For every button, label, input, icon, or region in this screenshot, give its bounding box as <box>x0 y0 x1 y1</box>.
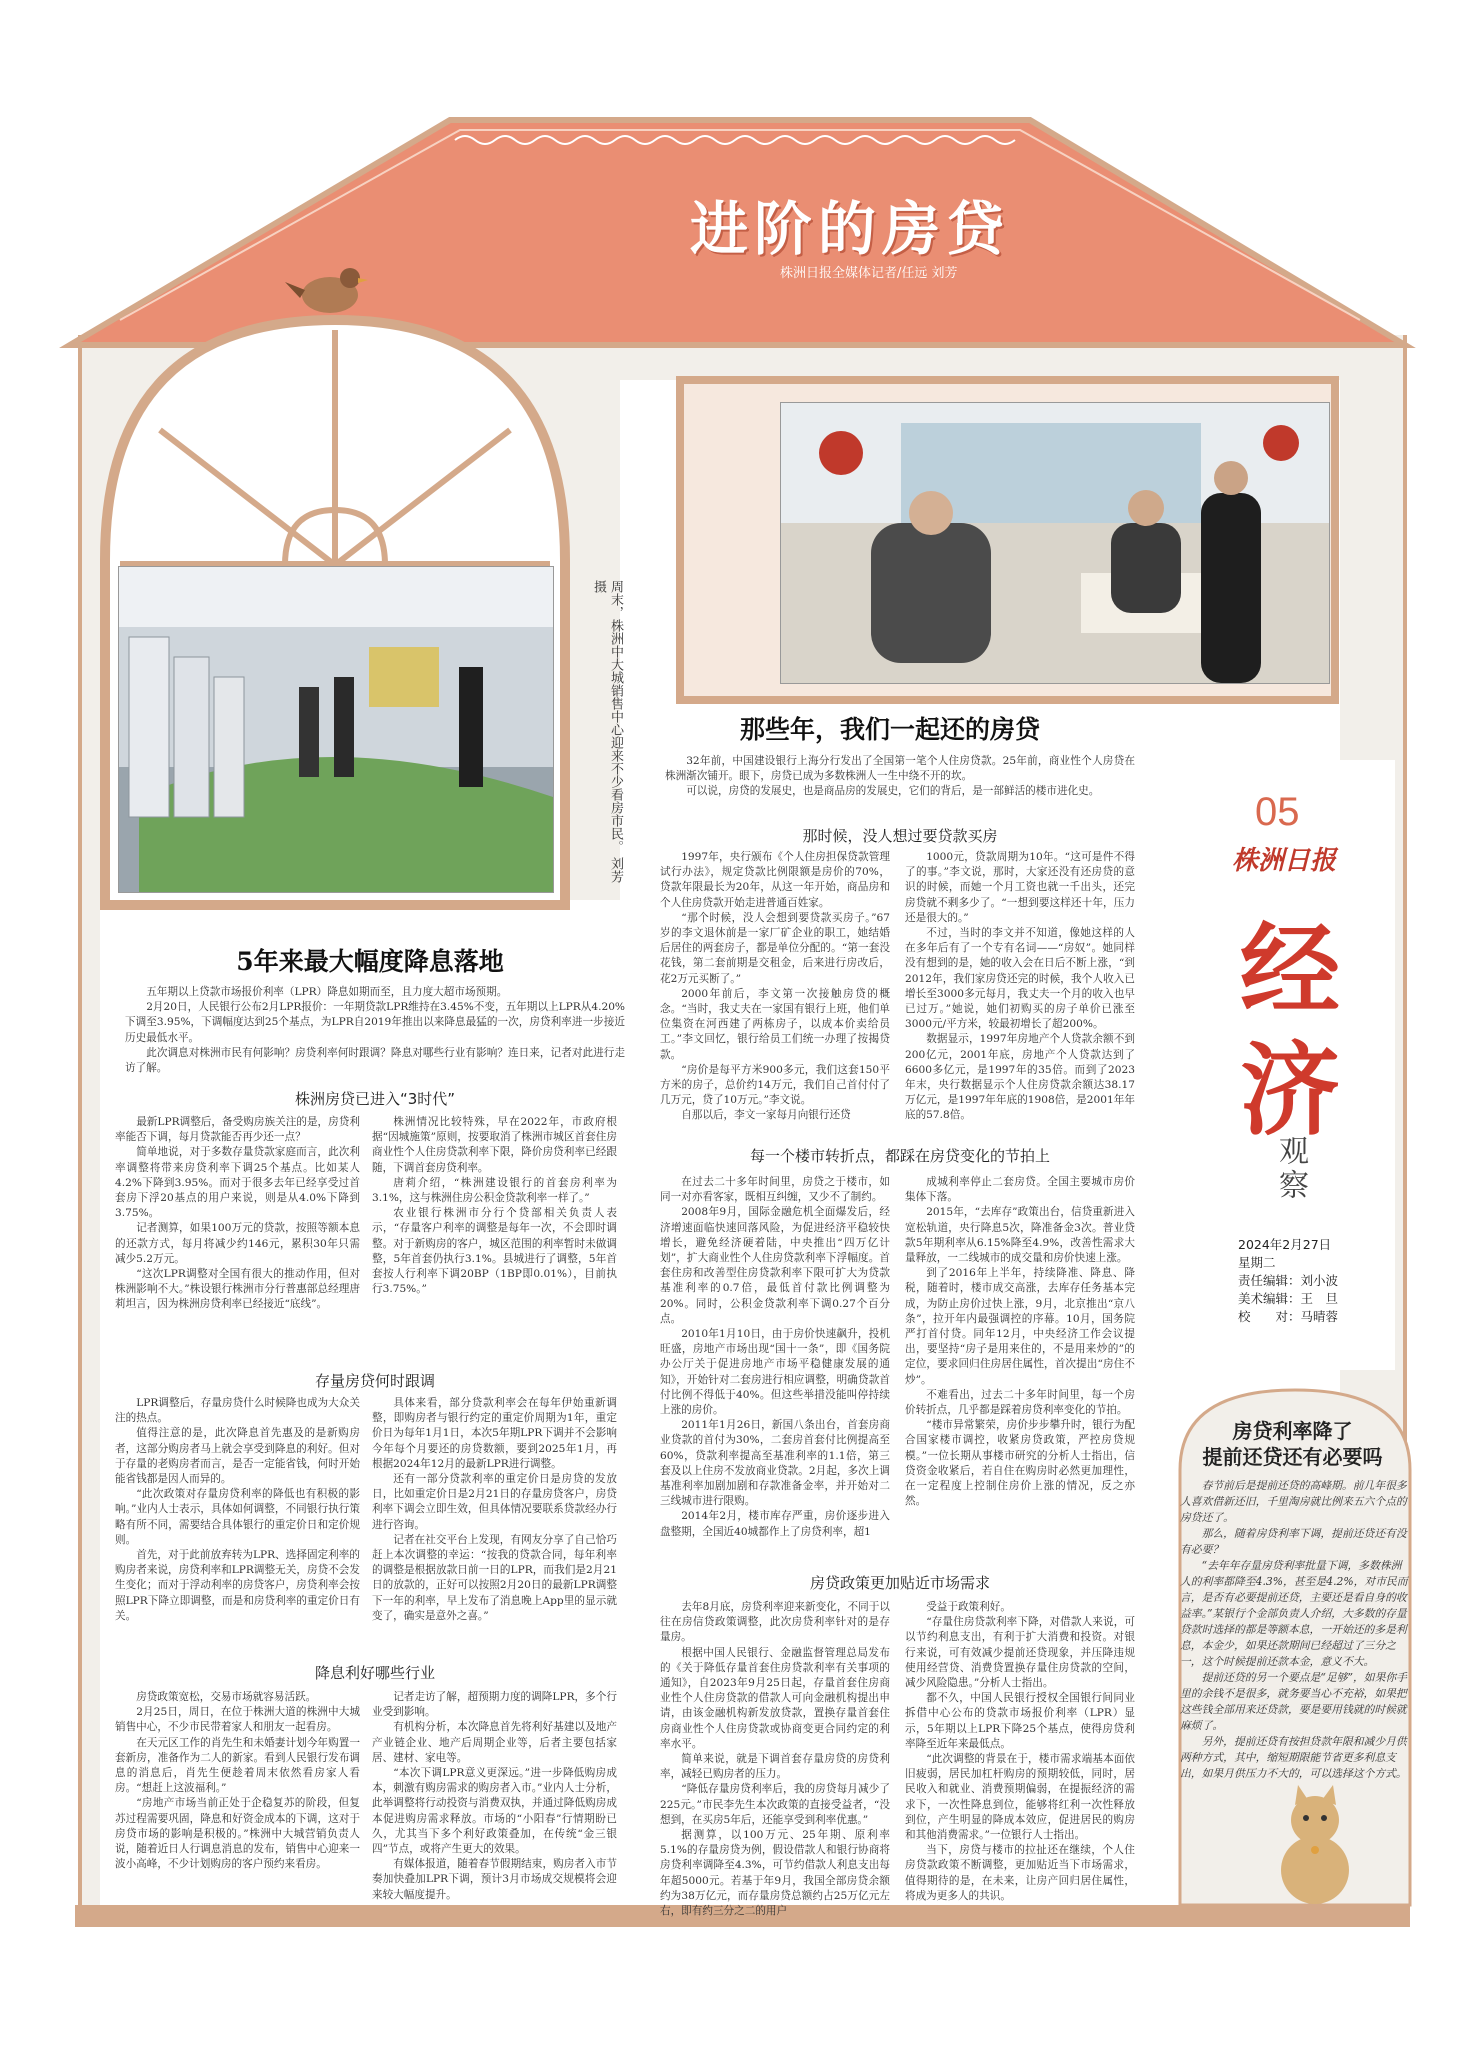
paragraph: 有媒体报道，随着春节假期结束，购房者入市节奏加快叠加LPR下调，预计3月市场成交规模将会迎来较大幅度提升。 <box>372 1858 617 1901</box>
paragraph: 最新LPR调整后，备受购房族关注的是，房贷利率能否下调，每月贷款能否再少还一点？ <box>115 1116 360 1144</box>
banner-title: 进阶的房贷 <box>690 195 1011 263</box>
bank-counter-photo <box>780 402 1330 684</box>
paragraph: 2011年1月26日，新国八条出台，首套房商业贷款的首付为30%，二套房首套付比例提高至60%，贷款利率提高至基准利率的1.1倍，第三套及以上住房不发放商业贷款。2月起，多次上调基准利率加剧加剧和存款准备金率，并开始对二三线城市进行限购。 <box>660 1419 890 1508</box>
paragraph: 2010年1月10日，由于房价快速飙升，投机旺盛，房地产市场出现“国十一条”，即《国务院办公厅关于促进房地产市场平稳健康发展的通知》，开始针对二套房进行相应调整，明确贷款首付比例不得低于40%。但这些举措没能叫停持续上涨的房价。 <box>660 1328 890 1417</box>
paragraph: 株洲情况比较特殊，早在2022年，市政府根据“因城施策”原则，按要取消了株洲市城区首套住房商业性个人住房贷款利率下限，降价房贷利率已经跟随，下调首套房贷利率。 <box>372 1116 617 1174</box>
paragraph: “房地产市场当前正处于企稳复苏的阶段，但复苏过程需要巩固，降息和好资金成本的下调，这对于房贷市场的影响是积极的。”株洲中大城营销负责人说，随着近日人行调息消息的发布，销售中心迎来一波小高峰，不少计划购房的客户预约来看房。 <box>115 1797 360 1871</box>
left-sec2-col2 <box>372 1396 617 1654</box>
paragraph: 房贷政策宽松，交易市场就容易活跃。 <box>136 1691 317 1703</box>
paragraph: 首先，对于此前放弃转为LPR、选择固定利率的购房者来说，房贷利率和LPR调整无关，房贷不会发生变化；而对于浮动利率的房贷客户，房贷利率会按照LPR下降立即调整，而是和房贷利率的重定价日有关。 <box>115 1549 360 1622</box>
banner-byline: 株洲日报全媒体记者/任远 刘芳 <box>780 266 958 281</box>
paragraph: “楼市异常繁荣，房价步步攀升时，银行为配合国家楼市调控，收紧房贷政策，严控房贷规模。”一位长期从事楼市研究的分析人士指出，信贷资金收紧后，若自住在购房时必然更加理性，在一定程度上控制住房价上涨的情况，反之亦然。 <box>905 1419 1135 1508</box>
paragraph: 春节前后是提前还贷的高峰期。前几年很多人喜欢借新还旧，千里淘房就比例来五六个点的房贷还了。 <box>1180 1479 1407 1524</box>
left-sec2-title: 存量房贷何时跟调 <box>314 1372 435 1390</box>
paragraph: “此次政策对存量房贷利率的降低也有积极的影响。”业内人士表示，具体如何调整，不同银行执行策略有所不同，需要结合具体银行的重定价日和定价规则。 <box>115 1488 360 1546</box>
issue-weekday: 星期二 <box>1238 1255 1276 1270</box>
paragraph: “这次LPR调整对全国有很大的推动作用，但对株洲影响不大。”株设银行株洲市分行普惠部总经理唐莉坦言，因为株洲房贷利率已经接近“底线”。 <box>115 1268 360 1311</box>
paragraph: 1000元，贷款周期为10年。“这可是件不得了的事。”李文说，那时，大家还没有还房贷的意识的时候，而她一个月工资也就一千出头，还完房贷就不剩多少了。“一想到要这样还十年，压力还是很大的。” <box>905 851 1135 924</box>
section-subtitle: 观察 <box>1273 1135 1308 1203</box>
paragraph: 此次调息对株洲市民有何影响？房贷利率何时跟调？降息对哪些行业有影响？连日来，记者对此进行走访了解。 <box>125 1046 625 1075</box>
paragraph: 当下，房贷与楼市的拉扯还在继续，个人住房贷款政策不断调整，更加贴近当下市场需求，值得期待的是，在未来，让房产回归居住属性，将成为更多人的共识。 <box>905 1844 1135 1902</box>
paragraph: 都不久，中国人民银行授权全国银行间同业拆借中心公布的贷款市场报价利率（LPR）显示，5年期以上LPR下降25个基点，使得房贷利率降至近年来最低点。 <box>905 1692 1135 1750</box>
paragraph: 在过去二十多年时间里，房贷之于楼市，如同一对亦看客家，既相互纠缠，又少不了制约。 <box>660 1176 890 1204</box>
editor-credit: 责任编辑：刘小波 <box>1238 1273 1339 1288</box>
paragraph: 值得注意的是，此次降息首先惠及的是新购房者，这部分购房者马上就会享受到降息的利好。但对于存量的老购房者而言，是否一定能省钱，何时开始能省钱都是因人而异的。 <box>115 1427 360 1486</box>
paragraph: 1997年，央行颁布《个人住房担保贷款管理试行办法》，规定贷款比例限额是房价的70%，贷款年限最长为20年，从这一年开始，商品房和个人住房贷款开始走进普通百姓家。 <box>660 851 890 909</box>
proofreader-credit: 校 对：马晴蓉 <box>1238 1309 1339 1324</box>
left-sec3-title: 降息利好哪些行业 <box>314 1664 435 1682</box>
paragraph: 那么，随着房贷利率下调，提前还贷还有没有必要？ <box>1180 1527 1407 1556</box>
paragraph: 到了2016年上半年，持续降准、降息、降税，随着时，楼市成交高涨，去库存任务基本完成，为防止房价过快上涨，9月，北京推出“京八条”，拉开年内最强调控的序幕。10月，国务院严打首付贷。同年12月，中央经济工作会议提出，要坚持“房子是用来住的，不是用来炒的”的定位，要求回归住房居住属性，首次提出“房住不炒”。 <box>905 1267 1135 1386</box>
paragraph: 2014年2月，楼市库存严重，房价逐步进入盘整期，全国近40城都作上了房贷利率，超1 <box>660 1510 890 1538</box>
right-sec3-col2 <box>905 1600 1135 1902</box>
right-sec2-col1 <box>660 1175 890 1560</box>
right-sec1-col1 <box>660 850 890 1130</box>
right-sec3-title: 房贷政策更加贴近市场需求 <box>809 1574 990 1592</box>
paragraph: 另外，提前还贷有按担贷款年限和减少月供两种方式，其中，缩短期限能节省更多利息支出，如果月供压力不大的，可以选择这个方式。 <box>1180 1735 1407 1780</box>
paragraph: 记者走访了解，超预期力度的调降LPR，多个行业受到影响。 <box>372 1691 617 1719</box>
paragraph: 不过，当时的李文并不知道，像她这样的人在多年后有了一个专有名词——“房奴”。她同样没有想到的是，她的收入会在日后不断上涨，“到2012年，我们家房贷还完的时候，我个人收入已增长至3000多元每月，我丈夫一个月的收入也早已过万。”她说，她们初购买的房子单价已涨至3000元/平方米，较最初增长了超200%。 <box>905 927 1135 1031</box>
paragraph: 成城利率停止二套房贷。全国主要城市房价集体下落。 <box>905 1176 1135 1204</box>
left-sec1-col1 <box>115 1115 360 1363</box>
paragraph: 2015年，“去库存”政策出台，信贷重新进入宽松轨道，央行降息5次，降准备金3次。普业贷款5年期利率从6.15%降至4.9%，改善性需求大量释放，一二线城市的成交量和房价快速上涨。 <box>905 1206 1135 1265</box>
paragraph: “降低存量房贷利率后，我的房贷每月减少了225元。”市民李先生本次政策的直接受益者，“没想到，在买房5年后，还能享受到利率优惠。” <box>660 1783 890 1826</box>
issue-date: 2024年2月27日 <box>1238 1237 1332 1252</box>
paragraph: LPR调整后，存量房贷什么时候降也成为大众关注的热点。 <box>115 1397 360 1425</box>
callout-body <box>1180 1478 1408 1858</box>
paragraph: 2008年9月，国际金融危机全面爆发后，经济增速面临快速回落风险，为促进经济平稳较快增长，避免经济硬着陆，中央推出“四万亿计划”，扩大商业性个人住房贷款利率下浮幅度。首套住房和改善型住房贷款利率下限可扩大为贷款基准利率的0.7倍，最低首付款比例调整为20%。同时，公积金贷款利率下调0.27个百分点。 <box>660 1206 890 1325</box>
right-sec1-title: 那时候，没人想过要贷款买房 <box>802 827 998 845</box>
paragraph: 据测算，以100万元、25年期、原利率5.1%的存量房贷为例，假设借款人和银行协商将房贷利率调降至4.3%，可节约借款人利息支出每年超5000元。若基于年9月，我国全部房贷余额约为38万亿元，而存量房贷总额约占25万亿元左右，即有约三分之二的用户 <box>660 1829 890 1918</box>
right-article-intro <box>665 754 1135 818</box>
left-sec3-col2 <box>372 1690 617 1901</box>
paragraph: “去年年存量房贷利率批量下调，多数株洲人的利率都降至4.3%，甚至是4.2%，对市民而言，是否有必要提前还贷，主要还是看自身的收益率。”某银行个金部负责人介绍，大多数的存量贷款时选择的都是等额本息，一开始还的多是利息，本金少，如果还款期间已经超过了三分之一，这个时候提前还款本金，意义不大。 <box>1180 1559 1408 1668</box>
left-sec1-col2 <box>372 1115 617 1363</box>
paragraph: 受益于政策利好。 <box>926 1601 1011 1613</box>
left-sec2-col1 <box>115 1396 360 1654</box>
right-article-headline: 那些年，我们一起还的房贷 <box>739 715 1040 744</box>
left-sec3-col1 <box>115 1690 360 1898</box>
section-title-char-1: 经 <box>1240 911 1340 1029</box>
intro-paragraph: 32年前，中国建设银行上海分行发出了全国第一笔个人住房贷款。25年前，商业性个人房贷在株洲渐次铺开。眼下，房贷已成为多数株洲人一生中绕不开的坎。 <box>665 755 1135 783</box>
left-article-headline: 5年来最大幅度降息落地 <box>236 947 504 976</box>
paragraph: “本次下调LPR意义更深远。”进一步降低购房成本，刺激有购房需求的购房者入市。”业内人士分析，此举调整将行动投资与消费双执，并通过降低购房成本促进购房需求释放。市场的“小阳春”行情期盼已久，尤其当下多个利好政策叠加，在传统“金三银四”节点，或将产生更大的效果。 <box>372 1767 617 1856</box>
paragraph: 农业银行株洲市分行个贷部相关负责人表示，“存量客户利率的调整是每年一次，不会即时调整。对于新购房的客户，城区范围的利率暂时未做调整，5年首套仍执行3.1%。县城进行了调整，5年首套按人行利率下调20BP（1BP即0.01%），目前执行3.75%。” <box>372 1207 617 1296</box>
paragraph: 记者测算，如果100万元的贷款，按照等额本息的还款方式，每月将减少约146元，累积30年只需减少5.2万元。 <box>115 1222 360 1265</box>
paragraph: 2000年前后，李文第一次接触房贷的概念。“当时，我丈夫在一家国有银行上班，他们单位集资在河西建了两栋房子，以成本价卖给员工。”李文回忆，银行给员工们统一办理了按揭贷款。 <box>660 987 890 1061</box>
paragraph: 还有一部分贷款利率的重定价日是房贷的发放日，比如重定价日是2月21日的存量房贷客户，房贷利率下调会立即生效，但具体情况要联系贷款经办行进行咨询。 <box>372 1473 617 1531</box>
callout-title: 房贷利率降了 提前还贷还有必要吗 <box>1202 1419 1383 1469</box>
intro-paragraph: 可以说，房贷的发展史，也是商品房的发展史，它们的背后，是一部鲜活的楼市进化史。 <box>686 785 1100 798</box>
paragraph: 简单来说，就是下调首套存量房贷的房贷利率，减轻已购房者的压力。 <box>660 1753 890 1781</box>
paragraph: “存量住房贷款利率下降，对借款人来说，可以节约利息支出，有利于扩大消费和投资。对银行来说，可有效减少提前还贷现象，并压降违规使用经营贷、消费贷置换存量住房贷款的空间，减少风险隐患。”分析人士指出。 <box>905 1616 1135 1690</box>
left-photo-caption: 周末，株洲中大城销售中心迎来不少看房市民。 刘芳 摄 <box>591 580 623 884</box>
left-sec1-title: 株洲房贷已进入“3时代” <box>294 1090 456 1108</box>
paragraph: “房价是每平方米900多元，我们这套150平方米的房子，总价约14万元，我们自己首付付了几万元，贷了10万元。”李文说。 <box>660 1063 890 1107</box>
page-number: 05 <box>1255 790 1300 834</box>
paragraph: 五年期以上贷款市场报价利率（LPR）降息如期而至，且力度大超市场预期。 <box>146 986 508 998</box>
paragraph: 自那以后，李文一家每月向银行还贷 <box>681 1109 851 1122</box>
paragraph: 数据显示，1997年房地产个人贷款余额不到200亿元，2001年底，房地产个人贷款达到了6600多亿元，是1997年的35倍。而到了2023年末，央行数据显示个人住房贷款余额达38.17万亿元，是1997年年底的1908倍，是2001年年底的57.8倍。 <box>905 1033 1135 1122</box>
newspaper-name: 株洲日报 <box>1232 846 1337 876</box>
sales-center-photo <box>118 566 554 893</box>
right-sec3-col1 <box>660 1600 890 1918</box>
left-article-intro <box>125 985 625 1081</box>
paragraph: “那个时候，没人会想到要贷款买房子。”67岁的李文退休前是一家厂矿企业的职工，她结婚后居住的两套房子，都是单位分配的。“第一套没花钱，第二套前期是交租金，后来进行房改后，花2万元买断了。” <box>660 911 890 985</box>
paragraph: 提前还贷的另一个要点是“足够”，如果你手里的余钱不是很多，就务要当心不充裕，如果把这些钱全部用来还贷款，要是要用钱就的时候就麻烦了。 <box>1180 1671 1407 1732</box>
paragraph: “此次调整的背景在于，楼市需求端基本面依旧疲弱，居民加杠杆购房的预期较低，同时，居民收入和就业、消费预期偏弱，在提振经济的需求下，一次性降息到位，能够将红利一次性释放到位，产生明显的降成本效应，促进居民的购房和其他消费需求。”一位银行人士指出。 <box>905 1753 1135 1842</box>
paragraph: 2月20日，人民银行公布2月LPR报价：一年期贷款LPR维持在3.45%不变，五年期以上LPR从4.20%下调至3.95%，下调幅度达到25个基点，为LPR自2019年推出以来降息最猛的一次，房贷利率进一步接近历史最低水平。 <box>125 1001 625 1044</box>
paragraph: 唐莉介绍，“株洲建设银行的首套房利率为3.1%，这与株洲住房公积金贷款利率一样了。” <box>372 1176 617 1205</box>
right-sec2-title: 每一个楼市转折点，都踩在房贷变化的节拍上 <box>749 1147 1050 1165</box>
designer-credit: 美术编辑：王 旦 <box>1238 1291 1339 1306</box>
paragraph: 具体来看，部分贷款利率会在每年伊始重新调整，即购房者与银行约定的重定价周期为1年，重定价日为每年1月1日，本次5年期LPR下调并不会影响今年每个月要还的房贷数额，要到2025年1月，再根据2024年12月的最新LPR进行调整。 <box>372 1397 617 1470</box>
paragraph: 有机构分析，本次降息首先将利好基建以及地产产业链企业、地产后周期企业等，后者主要包括家居、建材、家电等。 <box>372 1721 617 1764</box>
paragraph: 2月25日，周日，在位于株洲大道的株洲中大城销售中心，不少市民带着家人和朋友一起看房。 <box>115 1706 360 1734</box>
paragraph: 不难看出，过去二十多年时间里，每一个房价转折点，几乎都是踩着房贷利率变化的节拍。 <box>905 1388 1135 1417</box>
paragraph: 根据中国人民银行、金融监督管理总局发布的《关于降低存量首套住房贷款利率有关事项的通知》，自2023年9月25日起，存量首套住房商业性个人住房贷款的借款人可向金融机构提出申请，由该金融机构新发放贷款，置换存量首套住房商业性个人住房贷款或协商变更合同约定的利率水平。 <box>660 1646 890 1750</box>
right-sec2-col2 <box>905 1175 1135 1560</box>
right-sec1-col2 <box>905 850 1135 1130</box>
section-title-char-2: 济 <box>1240 1031 1340 1149</box>
paragraph: 记者在社交平台上发现，有网友分享了自己恰巧赶上本次调整的幸运：“按我的贷款合同，每年利率的调整是根据放款日前一日的LPR，而我们是2月21日的放款的，正好可以按照2月20日的最新LPR调整下一年的利率，早上发布了消息晚上App里的显示就变了，确实是意外之喜。” <box>372 1533 617 1622</box>
paragraph: 在天元区工作的肖先生和未婚妻计划今年购置一套新房，准备作为二人的新家。看到人民银行发布调息的消息后，肖先生便趁着周末依然看房家人看房。“想赶上这波福利。” <box>115 1736 360 1795</box>
paragraph: 去年8月底，房贷利率迎来新变化，不同于以往在房信贷政策调整，此次房贷利率针对的是存量房。 <box>660 1601 890 1644</box>
paragraph: 简单地说，对于多数存量贷款家庭而言，此次利率调整将带来房贷利率下调25个基点。比如某人4.2%下降到3.95%。而对于很多去年已经享受过首套房下浮20基点的用户来说，则是从4.0%下降到3.75%。 <box>115 1146 360 1220</box>
